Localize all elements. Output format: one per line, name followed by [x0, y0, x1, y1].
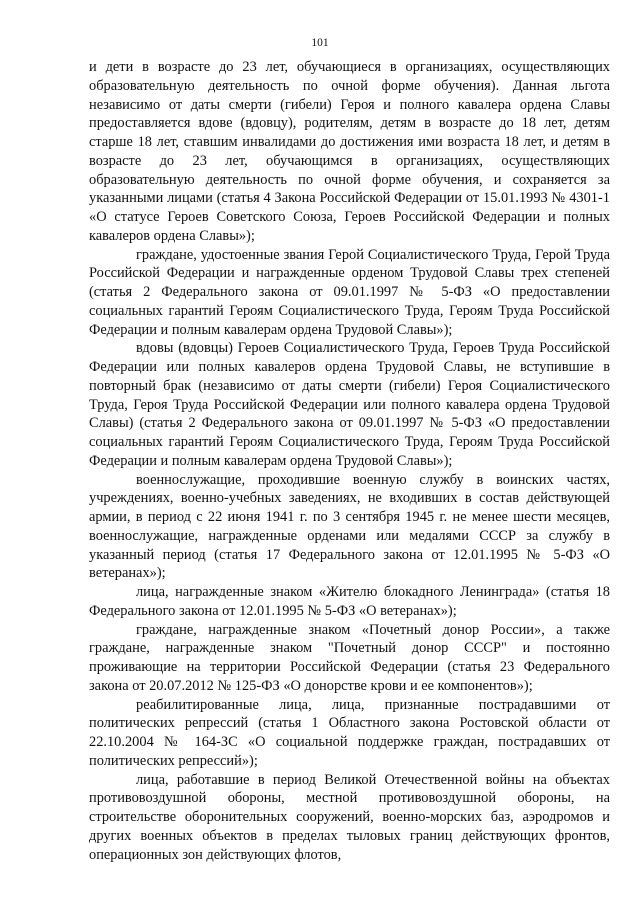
document-body: [89, 58, 610, 864]
paragraph-4: военнослужащие, проходившие военную службу в воинских частях, учреждениях, военно-учебных заведениях, не входивших в состав действующей армии, в период с 22 июня 1941 г. по 3 сентября 1945 г. не менее шести месяцев, военнослужащие, награжденные орденами или медалями СССР за службу в указанный период (статья 17 Федерального закона от 12.01.1995 № 5-ФЗ «О ветеранах»);: [89, 471, 610, 582]
paragraph-3: вдовы (вдовцы) Героев Социалистического Труда, Героев Труда Российской Федерации или полных кавалеров ордена Трудовой Славы, не вступившие в повторный брак (независимо от даты смерти (гибели) Героя Социалистического Труда, Героя Труда Российской Федерации или полного кавалера ордена Трудовой Славы) (статья 2 Федерального закона от 09.01.1997 № 5-ФЗ «О предоставлении социальных гарантий Героям Социалистического Труда, Героям Труда Российской Федерации и полным кавалерам ордена Трудовой Славы»);: [89, 340, 610, 469]
page-number: 101: [311, 37, 329, 49]
paragraph-1: и дети в возрасте до 23 лет, обучающиеся в организациях, осуществляющих образовательную деятельность по очной форме обучения). Данная льгота независимо от даты смерти (гибели) Героя и полного кавалера ордена Славы предоставляется вдове (вдовцу), родителям, детям в возрасте до 18 лет, детям старше 18 лет, ставшим инвалидами до достижения ими возраста 18 лет, и детям в возрасте до 23 лет, обучающимся в организациях, осуществляющих образовательную деятельность по очной форме обучения, и сохраняется за указанными лицами (статья 4 Закона Российской Федерации от 15.01.1993 № 4301-1 «О статусе Героев Советского Союза, Героев Российской Федерации и полных кавалеров ордена Славы»);: [89, 59, 610, 244]
paragraph-7: реабилитированные лица, лица, признанные пострадавшими от политических репрессий (статья 1 Областного закона Ростовской области от 22.10.2004 № 164-ЗС «О социальной поддержке граждан, пострадавших от политических репрессий»);: [89, 696, 610, 769]
paragraph-5: лица, награжденные знаком «Жителю блокадного Ленинграда» (статья 18 Федерального закона от 12.01.1995 № 5-ФЗ «О ветеранах»);: [89, 584, 610, 619]
paragraph-2: граждане, удостоенные звания Герой Социалистического Труда, Герой Труда Российской Федерации и награжденные орденом Трудовой Славы трех степеней (статья 2 Федерального закона от 09.01.1997 № 5-ФЗ «О предоставлении социальных гарантий Героям Социалистического Труда, Героям Труда Российской Федерации и полным кавалерам ордена Трудовой Славы»);: [89, 246, 610, 338]
paragraph-8: лица, работавшие в период Великой Отечественной войны на объектах противовоздушной обороны, местной противовоздушной обороны, на строительстве оборонительных сооружений, военно-морских баз, аэродромов и других военных объектов в пределах тыловых границ действующих фронтов, операционных зон действующих флотов,: [89, 771, 610, 863]
paragraph-6: граждане, награжденные знаком «Почетный донор России», а также граждане, награжденные знаком "Почетный донор СССР" и постоянно проживающие на территории Российской Федерации (статья 23 Федерального закона от 20.07.2012 № 125-ФЗ «О донорстве крови и ее компонентов»);: [89, 621, 610, 694]
